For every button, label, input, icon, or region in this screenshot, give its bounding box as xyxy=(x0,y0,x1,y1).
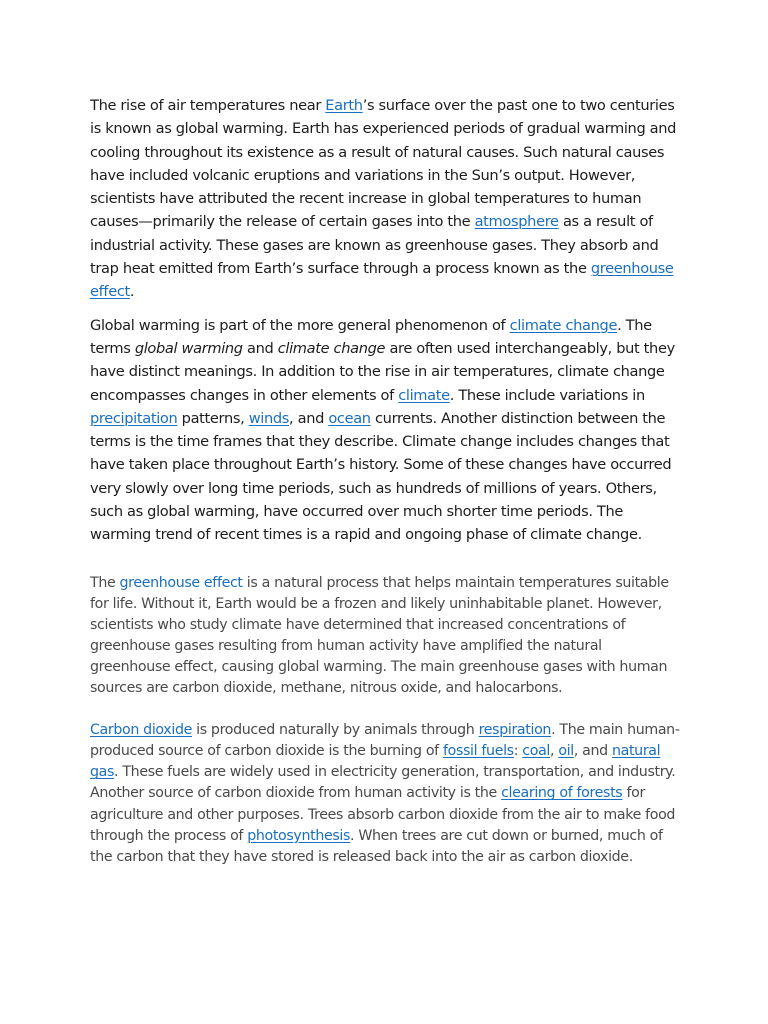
paragraph-text: . The terms xyxy=(90,316,652,357)
paragraph-greenhouse-effect xyxy=(90,573,682,700)
link-winds[interactable]: winds xyxy=(248,409,290,427)
link-carbon-dioxide[interactable]: Carbon dioxide xyxy=(90,722,192,739)
paragraph-text: for agriculture and other purposes. Trees absorb carbon dioxide from the air to make food through the process of xyxy=(90,785,676,844)
link-natural-gas[interactable]: natural gas xyxy=(90,743,661,781)
paragraph-text: , and xyxy=(573,743,612,760)
link-precipitation[interactable]: precipitation xyxy=(90,409,178,427)
paragraph-text: . These fuels are widely used in electricity generation, transportation, and industry. Another source of carbon dioxide from human activity is the xyxy=(90,764,676,802)
link-oil[interactable]: oil xyxy=(558,743,574,760)
link-greenhouse-effect-2[interactable]: greenhouse effect xyxy=(119,574,243,591)
link-atmosphere[interactable]: atmosphere xyxy=(474,213,559,231)
link-climate[interactable]: climate xyxy=(398,386,450,404)
link-climate-change[interactable]: climate change xyxy=(509,316,618,334)
link-coal[interactable]: coal xyxy=(522,743,551,760)
paragraph-text: The rise of air temperatures near xyxy=(90,97,326,114)
paragraph-text: patterns, xyxy=(177,409,249,427)
paragraph-text: , xyxy=(550,743,559,760)
paragraph-text: . The main human-produced source of carbon dioxide is the burning of xyxy=(90,722,680,760)
paragraph-text: The xyxy=(90,574,120,591)
emphasized-term: global warming xyxy=(134,339,243,357)
paragraph-carbon-dioxide xyxy=(90,720,682,868)
paragraph-text: . When trees are cut down or burned, much of the carbon that they have stored is released back into the air as carbon dioxide. xyxy=(90,827,663,865)
paragraph-text: as a result of industrial activity. These gases are known as greenhouse gases. They absorb and trap heat emitted from Earth’s surface through a process known as the xyxy=(90,213,659,278)
paragraph-global-warming-intro xyxy=(90,94,682,304)
paragraph-text: and xyxy=(242,339,278,357)
paragraph-climate-change-distinction xyxy=(90,314,682,547)
paragraph-text: is produced naturally by animals through xyxy=(191,722,479,739)
paragraph-text: are often used interchangeably, but they have distinct meanings. In addition to the rise in air temperatures, climate change encompasses changes in other elements of xyxy=(90,339,675,404)
emphasized-term: climate change xyxy=(277,339,386,357)
paragraph-text: . xyxy=(129,283,135,301)
link-fossil-fuels[interactable]: fossil fuels xyxy=(443,743,514,760)
paragraph-text: . These include variations in xyxy=(449,386,645,404)
paragraph-text: Global warming is part of the more general phenomenon of xyxy=(90,316,510,334)
paragraph-text: ’s surface over the past one to two centuries is known as global warming. Earth has experienced periods of gradual warming and cooling throughout its existence as a result of natural causes. Such natural causes have included volcanic eruptions and variations in the Sun’s output. However, scientists have attributed the recent increase in global temperatures to human causes—primarily the release of certain gases into the xyxy=(90,97,677,231)
link-ocean[interactable]: ocean xyxy=(328,409,371,427)
document-body xyxy=(90,94,682,868)
paragraph-text: is a natural process that helps maintain temperatures suitable for life. Without it, Earth would be a frozen and likely uninhabitable planet. However, scientists who study climate have determined that increased concentrations of greenhouse gases resulting from human activity have amplified the natural greenhouse effect, causing global warming. The main greenhouse gases with human sources are carbon dioxide, methane, nitrous oxide, and halocarbons. xyxy=(90,574,669,697)
link-clearing-of-forests[interactable]: clearing of forests xyxy=(501,785,623,802)
link-earth[interactable]: Earth xyxy=(325,97,363,114)
link-photosynthesis[interactable]: photosynthesis xyxy=(247,827,351,844)
paragraph-text: : xyxy=(513,743,523,760)
link-respiration[interactable]: respiration xyxy=(478,722,552,739)
paragraph-text: currents. Another distinction between the terms is the time frames that they describe. Climate change includes changes that have taken place throughout Earth’s history. Some of these changes have occurred very slowly over long time periods, such as hundreds of millions of years. Others, such as global warming, have occurred over much shorter time periods. The warming trend of recent times is a rapid and ongoing phase of climate change. xyxy=(90,409,672,544)
paragraph-text: , and xyxy=(289,409,329,427)
link-greenhouse-effect[interactable]: greenhouse effect xyxy=(90,260,674,301)
